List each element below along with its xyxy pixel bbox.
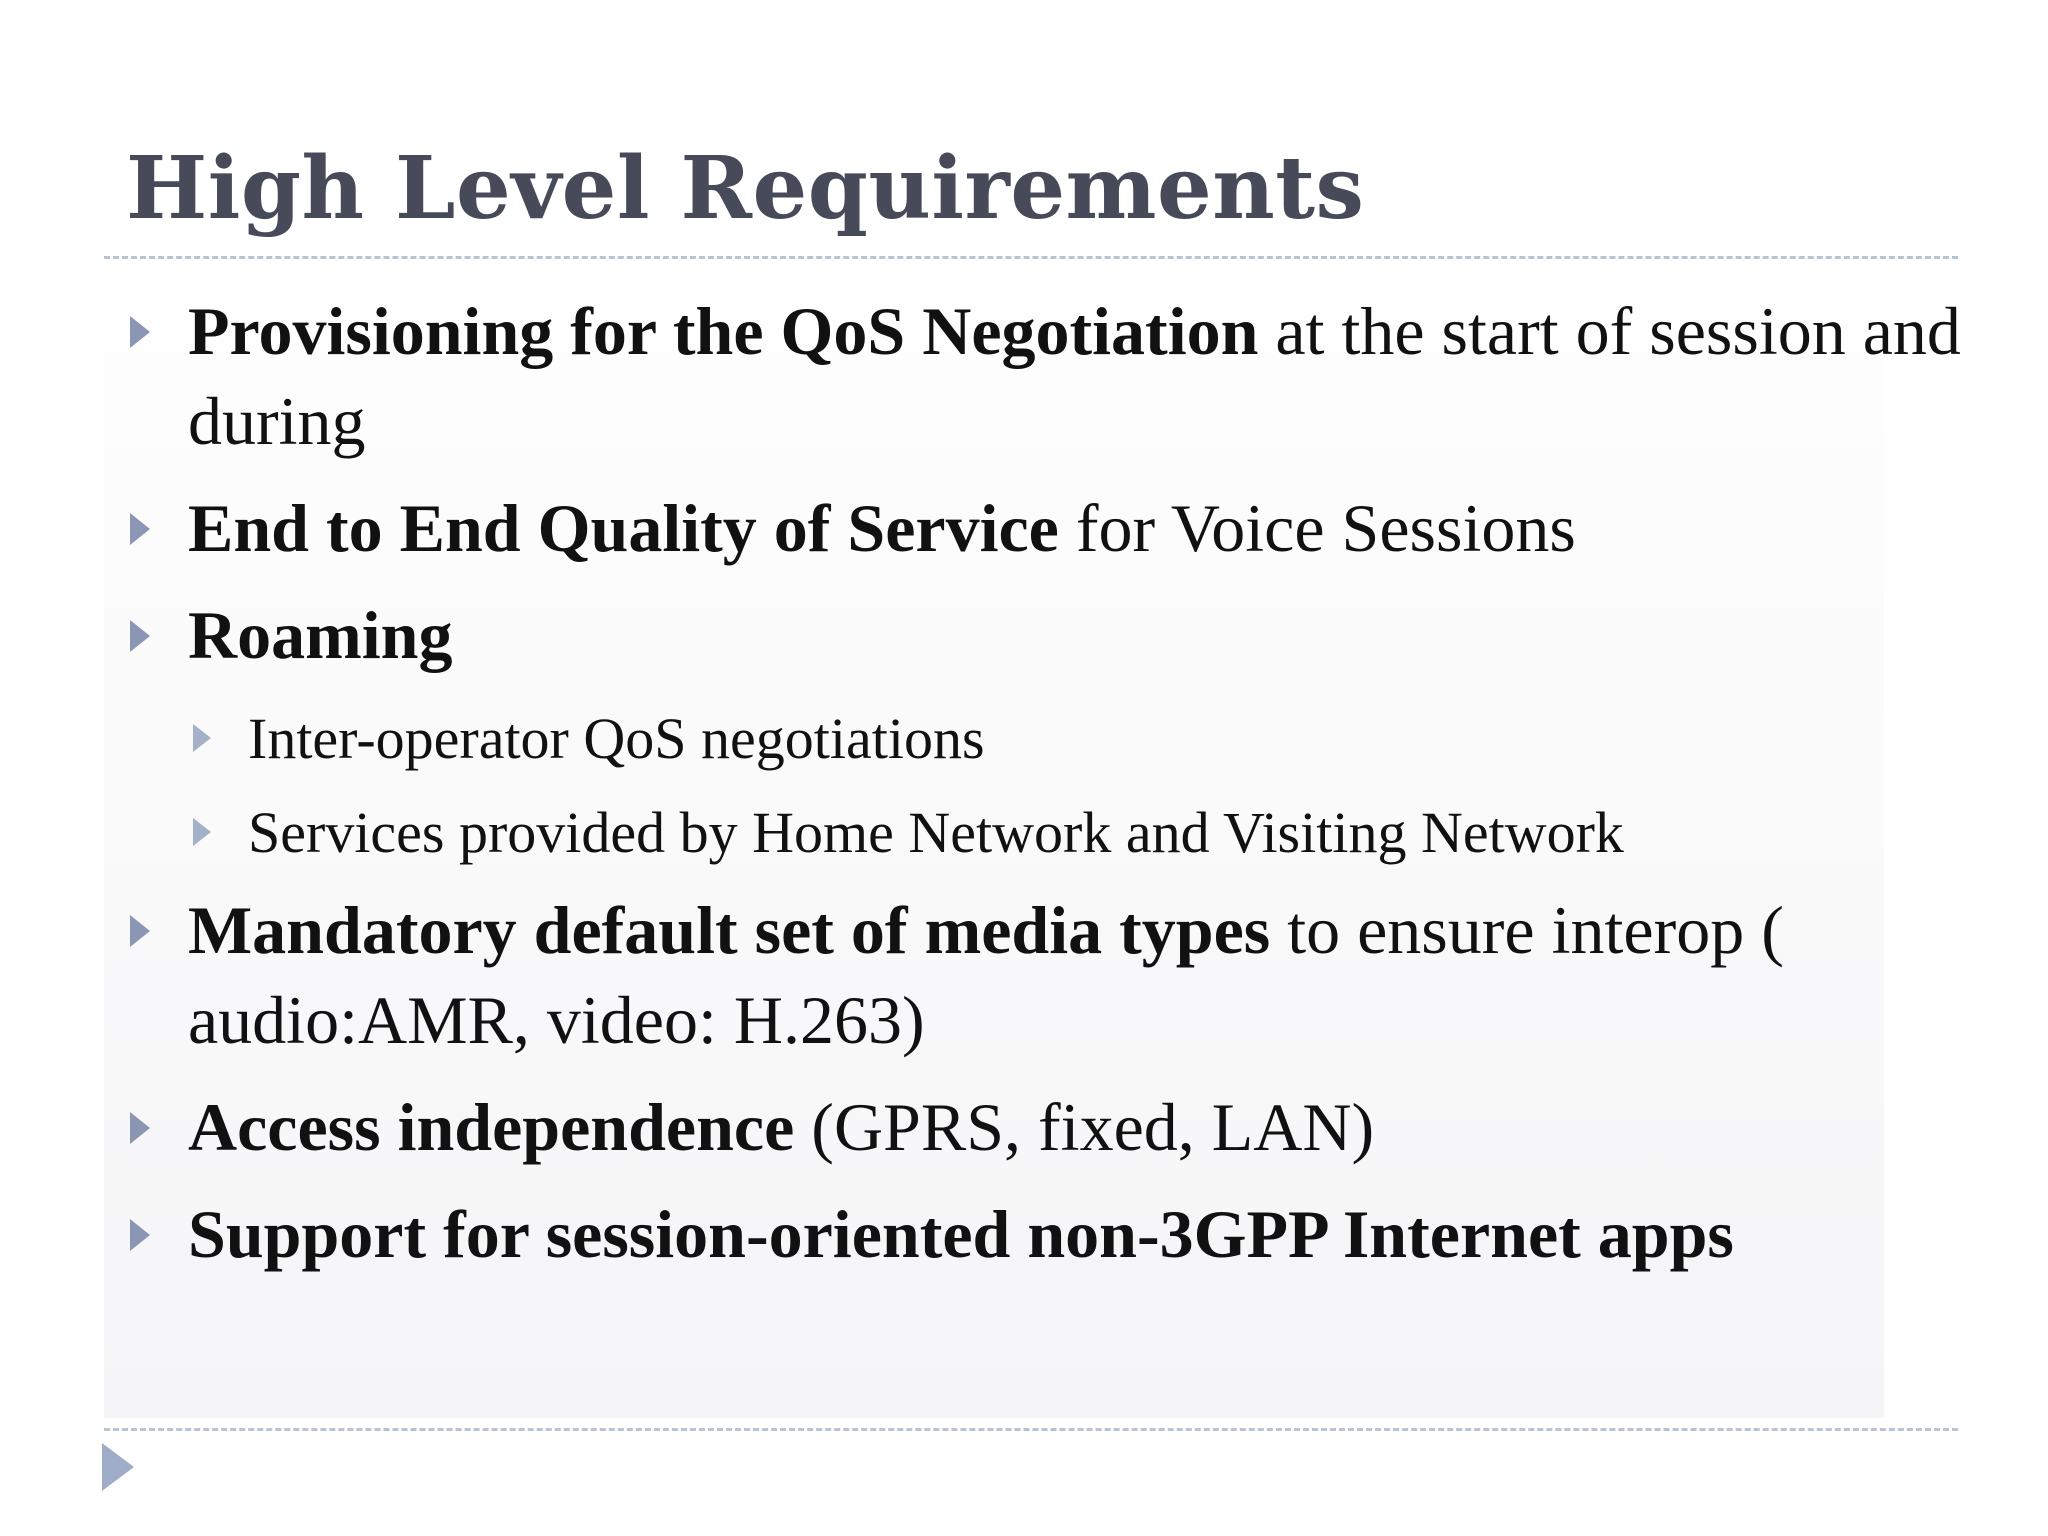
bullet-text: to ensure interop ( audio:AMR, video: H.263): [188, 892, 1784, 1058]
bullet-bold-text: Roaming: [188, 597, 453, 673]
slide-title: High Level Requirements: [126, 138, 1365, 239]
bullet-text: for Voice Sessions: [1058, 490, 1576, 566]
bullet-bold-text: Mandatory default set of media types: [188, 892, 1271, 968]
title-divider: [104, 256, 1958, 259]
bullet-text: at the start of session and during: [188, 293, 1961, 459]
bullet-item: [120, 286, 1980, 466]
bullet-arrow-icon: [130, 1112, 150, 1144]
bullet-item: [120, 885, 1980, 1065]
bullet-item: [120, 483, 1980, 573]
sub-bullet-arrow-icon: [193, 724, 211, 752]
bullet-item: [120, 1082, 1980, 1172]
bullet-arrow-icon: [130, 1219, 150, 1251]
bullet-list: [120, 286, 1980, 1296]
bullet-bold-text: End to End Quality of Service: [188, 490, 1059, 566]
bullet-arrow-icon: [130, 915, 150, 947]
bullet-bold-text: Access independence: [188, 1089, 795, 1165]
sub-bullet-text: Inter-operator QoS negotiations: [248, 706, 985, 771]
sub-bullet-text: Services provided by Home Network and Visiting Network: [248, 800, 1624, 865]
bullet-bold-text: Support for session-oriented non-3GPP Internet apps: [188, 1196, 1734, 1272]
bullet-arrow-icon: [130, 513, 150, 545]
bullet-arrow-icon: [130, 316, 150, 348]
sub-bullet-item: [120, 697, 1980, 781]
bullet-text: (GPRS, fixed, LAN): [794, 1089, 1375, 1165]
bullet-item: [120, 1189, 1980, 1279]
bullet-arrow-icon: [130, 620, 150, 652]
bullet-item: [120, 590, 1980, 680]
footer-divider: [104, 1428, 1958, 1431]
sub-bullet-arrow-icon: [193, 818, 211, 846]
footer-triangle-icon: [102, 1443, 134, 1491]
bullet-bold-text: Provisioning for the QoS Negotiation: [188, 293, 1259, 369]
sub-bullet-item: [120, 791, 1980, 875]
